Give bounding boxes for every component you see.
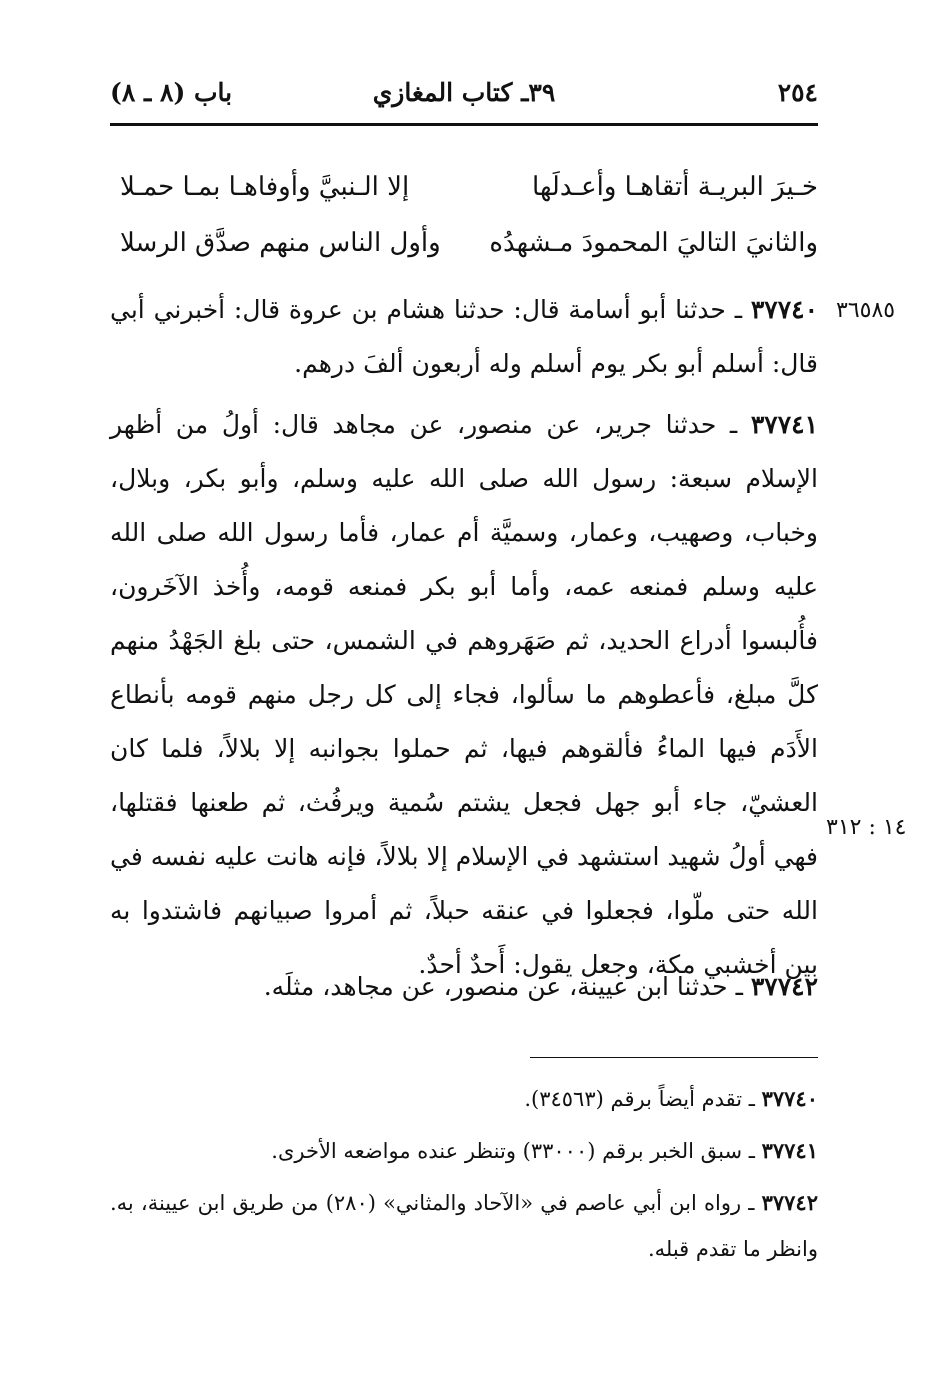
- chapter-reference: باب (٨ ـ ٨): [110, 78, 233, 107]
- verse-line: [110, 172, 818, 228]
- footnote-text: ـ تقدم أيضاً برقم (٣٤٥٦٣).: [524, 1087, 755, 1111]
- footnote-rule: [530, 1057, 818, 1058]
- hadith-text: ـ حدثنا أبو أسامة قال: حدثنا هشام بن عروة قال: أخبرني أبي قال: أسلم أبو بكر يوم أسلم وله أربعون ألفَ درهم.: [110, 295, 818, 378]
- footnote: [110, 1128, 818, 1174]
- footnote-number: ٣٧٧٤٠: [761, 1086, 818, 1111]
- verse-line: [110, 228, 818, 284]
- page-header: [110, 78, 818, 122]
- footnote: [110, 1180, 818, 1272]
- margin-reference: ٣٦٥٨٥: [836, 298, 896, 323]
- hadith-paragraph: [110, 283, 818, 391]
- verse-second-hemistich: إلا الـنبيَّ وأوفاهـا بمـا حمـلا: [120, 172, 410, 202]
- footnote-text: ـ سبق الخبر برقم (٣٣٠٠٠) وتنظر عنده مواضعه الأخرى.: [271, 1139, 755, 1163]
- footnote: [110, 1076, 818, 1122]
- verse-first-hemistich: خـيرَ البريـة أتقاهـا وأعـدلَها: [532, 172, 818, 202]
- margin-reference: ١٤ : ٣١٢: [826, 815, 907, 840]
- verse-second-hemistich: وأول الناس منهم صدَّق الرسلا: [120, 228, 441, 258]
- footnote-number: ٣٧٧٤٢: [761, 1190, 818, 1215]
- hadith-paragraph: [110, 398, 818, 992]
- footnote-number: ٣٧٧٤١: [761, 1138, 818, 1163]
- page-number: ٢٥٤: [777, 78, 818, 107]
- hadith-paragraph: [110, 960, 818, 1014]
- hadith-number: ٣٧٧٤٠: [750, 295, 818, 324]
- footnote-text: ـ رواه ابن أبي عاصم في «الآحاد والمثاني» (٢٨٠) من طريق ابن عيينة، به. وانظر ما تقدم قبله.: [110, 1191, 818, 1261]
- hadith-number: ٣٧٧٤١: [750, 410, 818, 439]
- hadith-text: ـ حدثنا ابن عيينة، عن منصور، عن مجاهد، مثلَه.: [263, 972, 743, 1001]
- hadith-text: ـ حدثنا جرير، عن منصور، عن مجاهد قال: أولُ من أظهر الإسلام سبعة: رسول الله صلى الله عليه وسلم، وأبو بكر، وبلال، وخباب، وصهيب، وعمار، وسميَّة أم عمار، فأما رسول الله صلى الله عليه وسلم فمنعه عمه، وأما أبو بكر فمنعه قومه، وأُخذ الآخَرون، فأُلبسوا أدراع الحديد، ثم صَهَروهم في الشمس، حتى بلغ الجَهْدُ منهم كلَّ مبلغ، فأعطوهم ما سألوا، فجاء إلى كل رجل منهم قومه بأنطاع الأَدَم فيها الماءُ فألقوهم فيها، ثم حملوا بجوانبه إلا بلالاً، فلما كان العشيّ، جاء أبو جهل فجعل يشتم سُمية ويرفُث، ثم طعنها فقتلها، فهي أولُ شهيد استشهد في الإسلام إلا بلالاً، فإنه هانت عليه نفسه في الله حتى ملّوا، فجعلوا في عنقه حبلاً، ثم أمروا صبيانهم فاشتدوا به بين أخشبي مكة، وجعل يقول: أَحدٌ أحدٌ.: [110, 410, 818, 979]
- header-rule: [110, 123, 818, 126]
- hadith-number: ٣٧٧٤٢: [750, 972, 818, 1001]
- verse-first-hemistich: والثانيَ التاليَ المحمودَ مـشهدُه: [489, 228, 818, 258]
- book-title: ٣٩ـ كتاب المغازي: [372, 78, 556, 107]
